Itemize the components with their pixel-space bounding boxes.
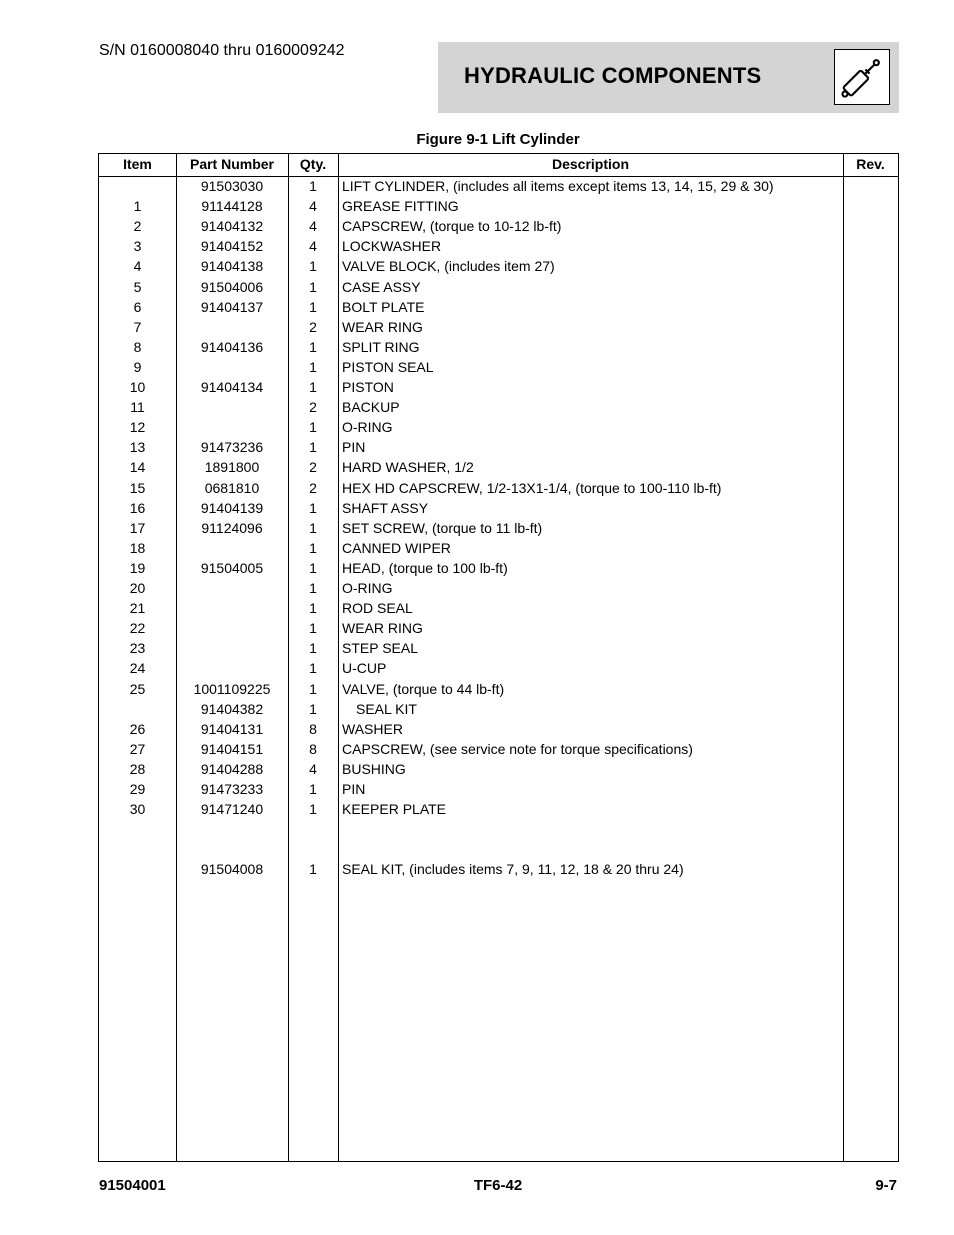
cell-part-number: 91504005 <box>200 559 264 576</box>
cell-description: VALVE BLOCK, (includes item 27) <box>342 258 555 275</box>
cell-qty: 1 <box>309 559 317 576</box>
cell-qty: 2 <box>309 318 317 335</box>
column-header-qty: Qty. <box>299 156 327 172</box>
table-row <box>99 739 898 759</box>
section-title: HYDRAULIC COMPONENTS <box>464 63 762 88</box>
cell-qty: 2 <box>309 459 317 476</box>
cell-description: CAPSCREW, (see service note for torque specifications) <box>342 740 693 757</box>
cell-description: BUSHING <box>342 760 406 777</box>
hydraulic-cylinder-icon <box>834 49 890 105</box>
cell-part-number: 1001109225 <box>193 680 271 697</box>
table-row <box>99 478 898 498</box>
cell-item: 10 <box>129 379 146 395</box>
cell-qty: 1 <box>309 640 317 657</box>
figure-title: Figure 9-1 Lift Cylinder <box>416 131 580 148</box>
table-row <box>99 196 898 216</box>
table-row <box>99 618 898 638</box>
cell-item: 1 <box>133 198 142 215</box>
cell-item: 19 <box>129 559 146 576</box>
table-row <box>99 658 898 678</box>
cell-description: HEAD, (torque to 100 lb-ft) <box>342 559 508 576</box>
cell-qty: 1 <box>309 298 317 315</box>
cell-part-number: 91504008 <box>200 861 264 878</box>
cell-part-number: 91404137 <box>200 298 264 315</box>
cell-description: PIN <box>342 781 366 797</box>
table-row <box>99 638 898 658</box>
cell-description: WASHER <box>342 720 403 737</box>
cell-qty: 2 <box>309 399 317 416</box>
table-row <box>99 357 898 377</box>
cell-qty: 1 <box>309 700 317 717</box>
table-row <box>99 236 898 256</box>
cell-item: 21 <box>129 600 146 617</box>
cell-description: LOCKWASHER <box>342 238 442 255</box>
cell-description: SEAL KIT <box>356 700 417 717</box>
cell-qty: 1 <box>309 519 317 536</box>
cell-item: 15 <box>129 479 146 496</box>
cell-description: O-RING <box>342 580 393 596</box>
cell-part-number: 91124096 <box>201 519 263 536</box>
table-row <box>99 498 898 518</box>
cell-qty: 1 <box>309 580 317 596</box>
cell-item: 13 <box>129 439 146 456</box>
cell-qty: 1 <box>309 178 317 194</box>
cell-part-number: 91473236 <box>200 439 264 456</box>
cell-qty: 4 <box>309 218 317 235</box>
cell-item: 28 <box>129 760 146 777</box>
cell-item: 6 <box>133 298 142 315</box>
cell-description: VALVE, (torque to 44 lb-ft) <box>342 680 505 697</box>
serial-number-range: S/N 0160008040 thru 0160009242 <box>99 42 345 59</box>
cell-item: 23 <box>129 640 146 657</box>
table-row <box>99 277 898 297</box>
cell-description: PIN <box>342 439 366 456</box>
cell-item: 3 <box>133 238 142 255</box>
cell-item: 30 <box>129 801 146 818</box>
table-row <box>99 598 898 618</box>
cell-part-number: 91404288 <box>200 760 264 777</box>
cell-description: CANNED WIPER <box>342 539 451 556</box>
cell-part-number: 91473233 <box>200 781 264 797</box>
table-row <box>99 779 898 799</box>
cell-part-number: 91504006 <box>200 278 264 295</box>
table-row <box>99 297 898 317</box>
cell-qty: 1 <box>309 600 317 617</box>
cell-qty: 4 <box>309 238 317 255</box>
column-header-description: Description <box>551 156 629 172</box>
column-header-part-number: Part Number <box>189 156 275 172</box>
table-row <box>99 216 898 236</box>
cell-description: LIFT CYLINDER, (includes all items except items 13, 14, 15, 29 & 30) <box>342 178 774 194</box>
table-row <box>99 317 898 337</box>
cell-description: PISTON SEAL <box>342 358 434 375</box>
table-row <box>99 799 898 819</box>
cell-description: O-RING <box>342 419 393 436</box>
cell-description: SET SCREW, (torque to 11 lb-ft) <box>342 519 543 536</box>
table-row <box>99 437 898 457</box>
cell-item: 17 <box>129 519 146 536</box>
cell-qty: 1 <box>309 278 317 295</box>
column-header-rev: Rev. <box>856 156 885 172</box>
cell-part-number: 91404151 <box>200 740 264 757</box>
table-row <box>99 699 898 719</box>
cell-description: PISTON <box>342 379 394 395</box>
cell-qty: 1 <box>309 258 317 275</box>
cell-qty: 1 <box>309 861 317 878</box>
table-row <box>99 256 898 276</box>
cell-qty: 1 <box>309 801 317 818</box>
cell-item: 25 <box>129 680 146 697</box>
cell-description: ROD SEAL <box>342 600 413 617</box>
page-number: 9-7 <box>875 1177 897 1194</box>
cell-part-number: 1891800 <box>204 459 260 476</box>
cell-qty: 8 <box>309 740 317 757</box>
cell-description: WEAR RING <box>342 620 423 637</box>
cell-part-number: 91404382 <box>200 700 264 717</box>
cell-qty: 2 <box>309 479 317 496</box>
cell-qty: 1 <box>309 539 317 556</box>
cell-item: 9 <box>133 358 142 375</box>
cell-item: 22 <box>129 620 146 637</box>
cell-item: 5 <box>133 278 142 295</box>
table-row <box>99 417 898 437</box>
cell-part-number: 91471240 <box>200 801 264 818</box>
cell-part-number: 91404132 <box>200 218 264 235</box>
cell-description: WEAR RING <box>342 318 423 335</box>
cell-item: 2 <box>133 218 142 235</box>
cell-item: 11 <box>130 399 145 416</box>
parts-table <box>98 153 899 1162</box>
table-row <box>99 759 898 779</box>
table-row <box>99 377 898 397</box>
column-header-item: Item <box>123 156 152 172</box>
table-row <box>99 538 898 558</box>
table-row <box>99 176 898 196</box>
cell-qty: 1 <box>309 620 317 637</box>
cell-part-number: 91404131 <box>200 720 264 737</box>
cell-description: SPLIT RING <box>342 338 420 355</box>
cell-qty: 4 <box>309 198 317 215</box>
cell-item: 14 <box>129 459 146 476</box>
cell-qty: 1 <box>309 419 317 436</box>
cell-item: 27 <box>129 740 146 757</box>
cell-part-number: 91404139 <box>200 499 264 516</box>
cell-item: 26 <box>129 720 146 737</box>
table-row <box>99 719 898 739</box>
cell-item: 4 <box>133 258 142 275</box>
cell-qty: 1 <box>309 660 317 677</box>
cell-qty: 4 <box>309 760 317 777</box>
cell-qty: 1 <box>309 439 317 456</box>
cell-description: CAPSCREW, (torque to 10-12 lb-ft) <box>342 218 562 235</box>
cell-description: SEAL KIT, (includes items 7, 9, 11, 12, 18 & 20 thru 24) <box>342 861 684 878</box>
cell-description: GREASE FITTING <box>342 198 459 215</box>
cell-qty: 1 <box>309 358 317 375</box>
model-number: TF6-42 <box>473 1177 523 1194</box>
table-row <box>99 337 898 357</box>
table-row <box>99 397 898 417</box>
cell-part-number: 91503030 <box>200 178 264 194</box>
table-row <box>99 518 898 538</box>
cell-qty: 1 <box>309 338 317 355</box>
cell-part-number: 91404136 <box>200 338 264 355</box>
cell-qty: 1 <box>309 499 317 516</box>
doc-number: 91504001 <box>99 1177 166 1194</box>
cell-qty: 8 <box>309 720 317 737</box>
cell-item: 16 <box>129 499 146 516</box>
cell-part-number: 91404152 <box>200 238 264 255</box>
cell-qty: 1 <box>309 781 317 797</box>
cell-description: U-CUP <box>342 660 387 677</box>
table-row <box>99 859 898 879</box>
cell-description: HARD WASHER, 1/2 <box>342 459 474 476</box>
cell-qty: 1 <box>309 680 317 697</box>
cell-item: 20 <box>129 580 146 596</box>
cell-item: 24 <box>129 660 146 677</box>
table-row <box>99 679 898 699</box>
cell-item: 18 <box>129 539 146 556</box>
cell-item: 8 <box>133 338 142 355</box>
cell-item: 7 <box>133 318 142 335</box>
cell-description: BOLT PLATE <box>342 298 425 315</box>
cell-part-number: 91404134 <box>200 379 264 395</box>
cell-description: STEP SEAL <box>342 640 419 657</box>
table-row <box>99 558 898 578</box>
table-row <box>99 578 898 598</box>
table-row <box>99 457 898 477</box>
cell-part-number: 0681810 <box>204 479 260 496</box>
cell-description: HEX HD CAPSCREW, 1/2-13X1-1/4, (torque to 100-110 lb-ft) <box>342 479 722 496</box>
cell-part-number: 91404138 <box>200 258 264 275</box>
cell-item: 29 <box>129 781 146 797</box>
cell-part-number: 91144128 <box>201 198 263 215</box>
cell-description: CASE ASSY <box>342 278 421 295</box>
cell-description: BACKUP <box>342 399 400 416</box>
cell-description: KEEPER PLATE <box>342 801 447 818</box>
cell-description: SHAFT ASSY <box>342 499 429 516</box>
cell-item: 12 <box>129 419 146 436</box>
cell-qty: 1 <box>309 379 317 395</box>
section-header <box>438 42 899 113</box>
